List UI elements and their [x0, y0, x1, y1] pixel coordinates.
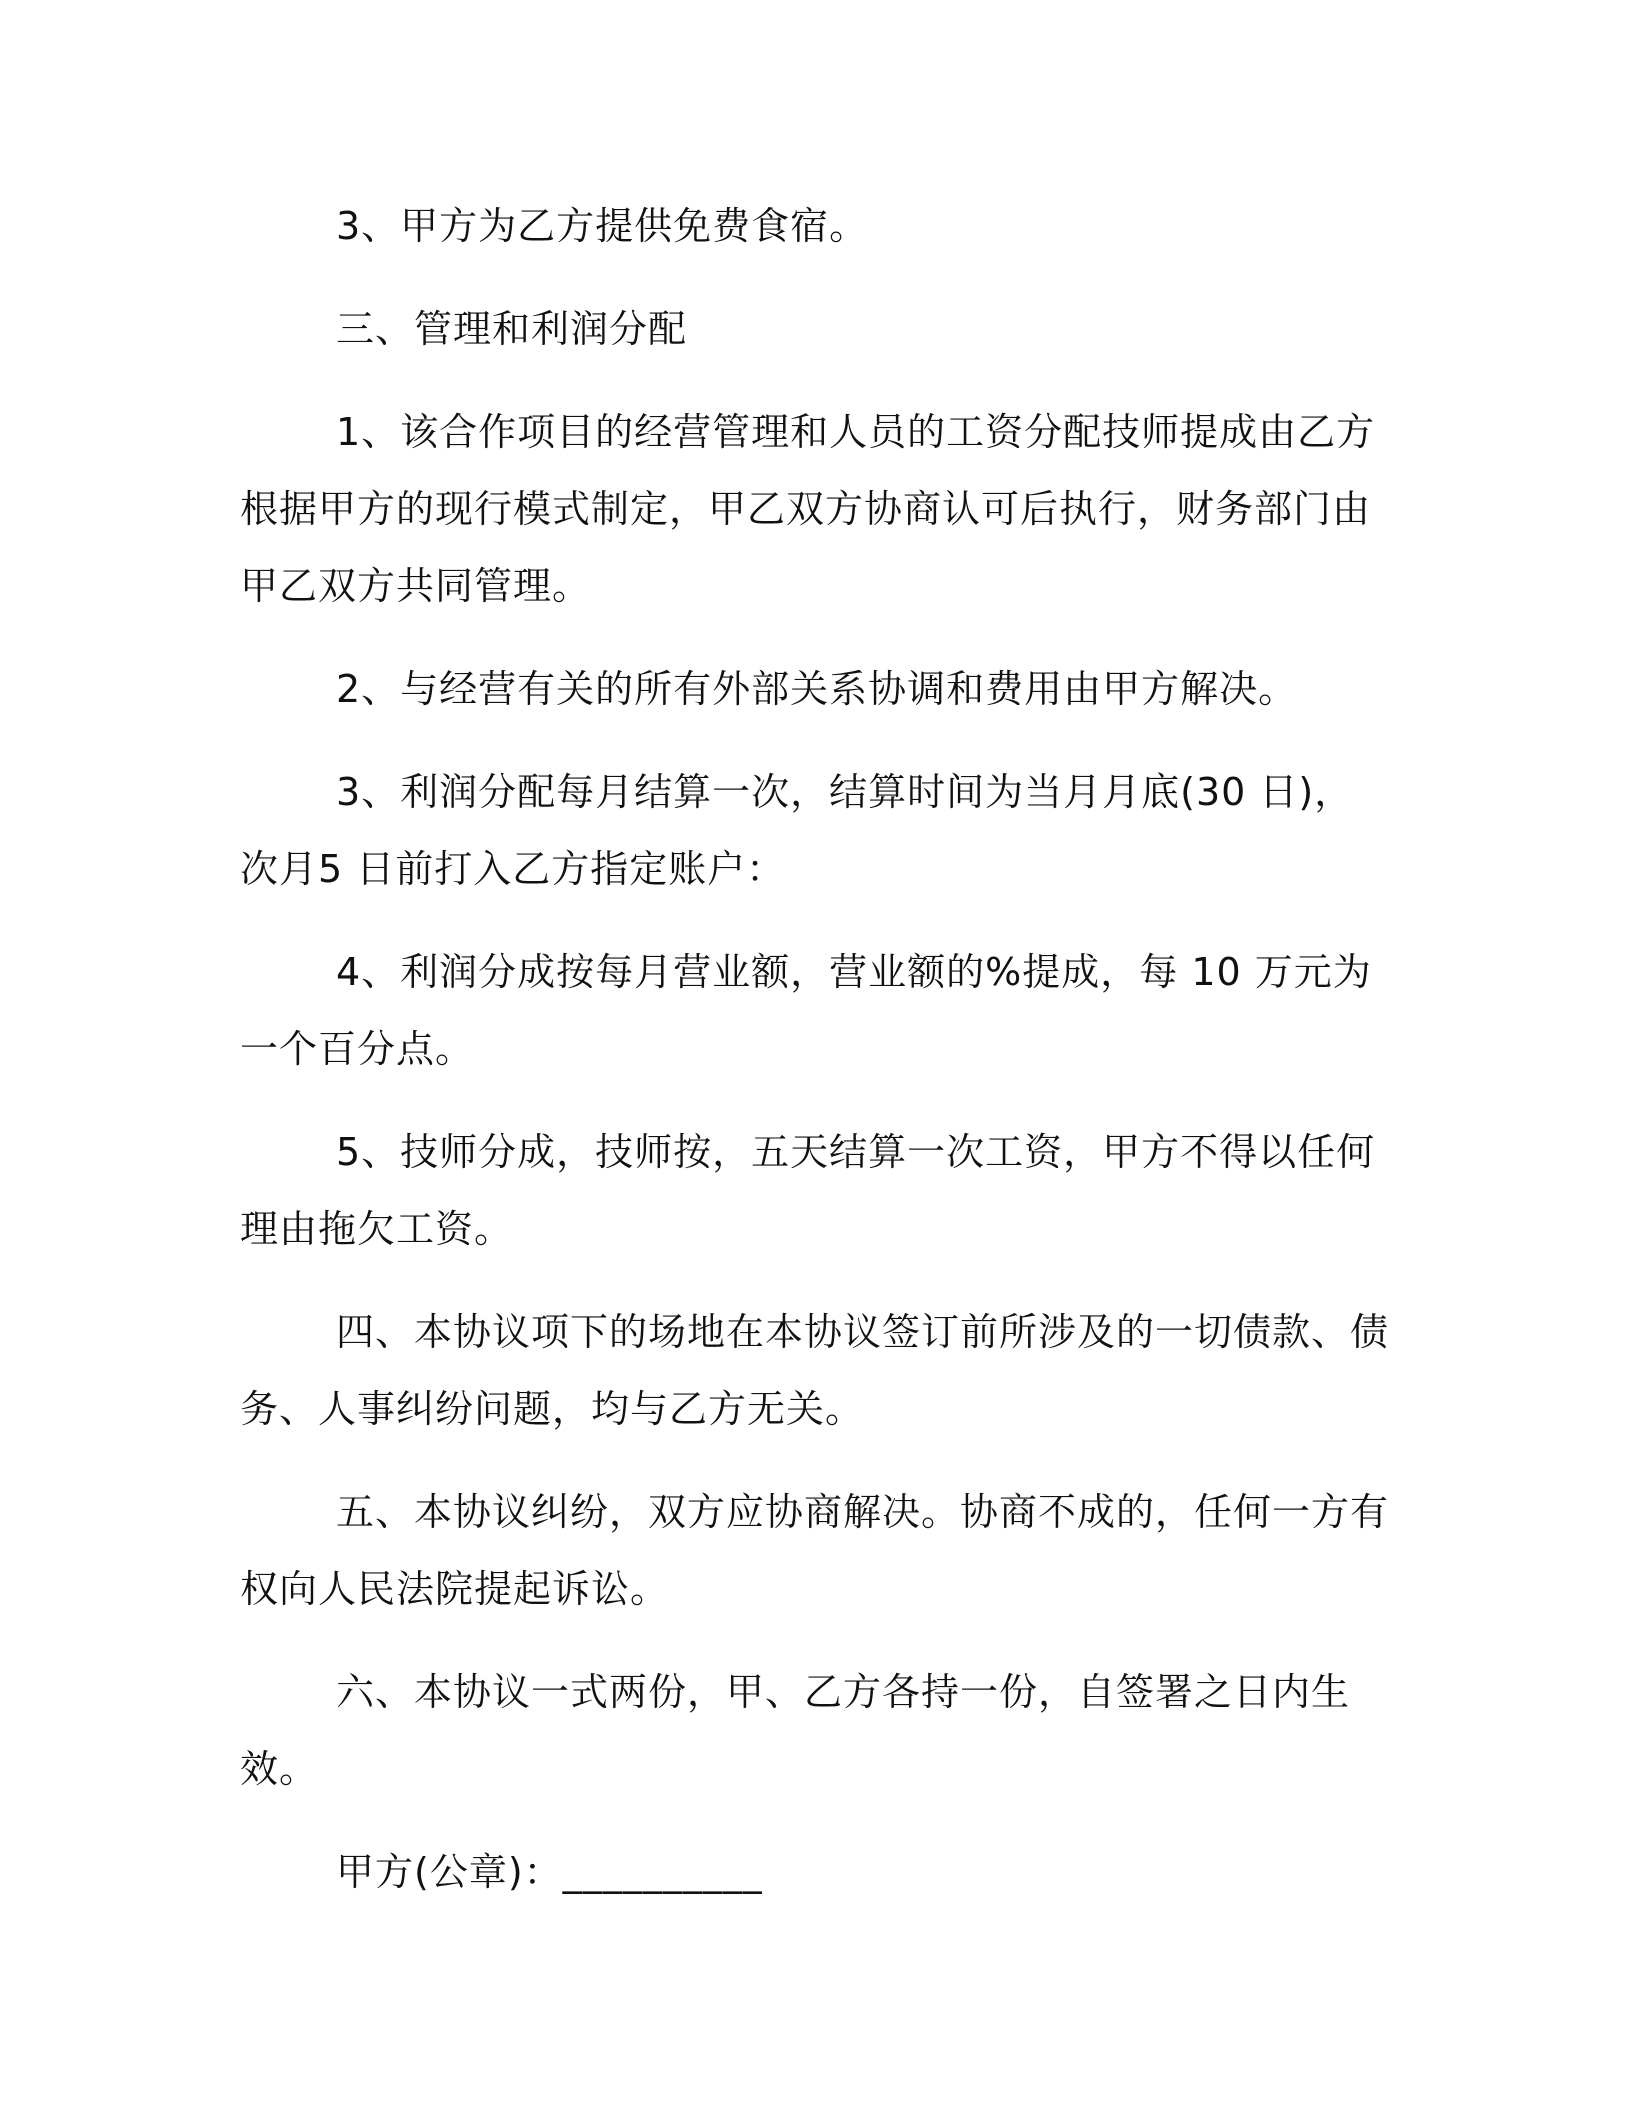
clause-management-4: 4、利润分成按每月营业额，营业额的%提成，每 10 万元为一个百分点。 — [240, 950, 1372, 1071]
section-four-liabilities: 四、本协议项下的场地在本协议签订前所涉及的一切债款、债务、人事纠纷问题，均与乙方无关。 — [240, 1310, 1390, 1431]
document-body — [240, 188, 1390, 1937]
clause-management-3: 3、利润分配每月结算一次，结算时间为当月月底(30 日)，次月5 日前打入乙方指定账户： — [240, 770, 1354, 891]
party-a-signature-line: 甲方(公章)：__________ — [336, 1850, 763, 1894]
section-heading-management: 三、管理和利润分配 — [336, 307, 688, 351]
clause-management-5: 5、技师分成，技师按，五天结算一次工资，甲方不得以任何理由拖欠工资。 — [240, 1130, 1376, 1251]
section-six-copies: 六、本协议一式两份，甲、乙方各持一份，自签署之日内生效。 — [240, 1670, 1351, 1791]
clause-management-1: 1、该合作项目的经营管理和人员的工资分配技师提成由乙方根据甲方的现行模式制定，甲乙双方协商认可后执行，财务部门由甲乙双方共同管理。 — [240, 410, 1376, 608]
clause-management-2: 2、与经营有关的所有外部关系协调和费用由甲方解决。 — [336, 667, 1298, 711]
section-five-disputes: 五、本协议纠纷，双方应协商解决。协商不成的，任何一方有权向人民法院提起诉讼。 — [240, 1490, 1390, 1611]
clause-3-meals: 3、甲方为乙方提供免费食宿。 — [336, 204, 869, 248]
